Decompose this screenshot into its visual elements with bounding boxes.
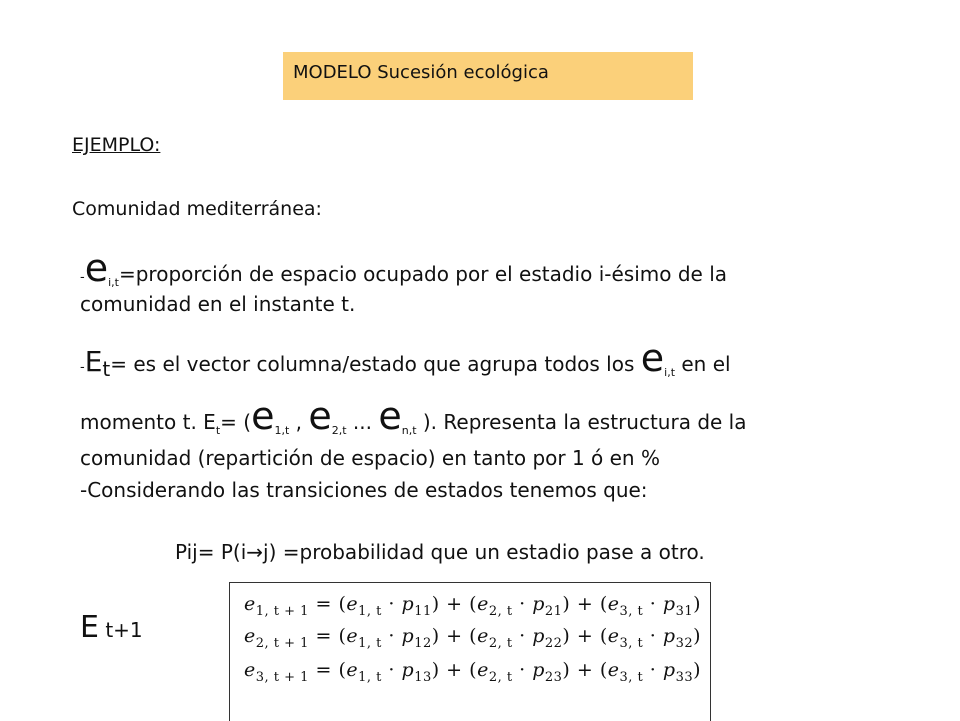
equation-row: $e_{3, t + 1} = (e_{1, t} \cdot p_{13}) + (e_{2, t} \cdot p_{23}) + (e_{3, t} \cdot p_{33})$: [244, 659, 702, 685]
title-box: [283, 52, 693, 100]
slide-title: MODELO Sucesión ecológica: [293, 62, 549, 83]
probability-definition: Pij= P(i→j) =probabilidad que un estadio pase a otro.: [175, 540, 705, 564]
vector-definition-line: momento t. $E_t= (e_{1,t}$ , $e_{2,t}$ ... $e_{n,t}$ ). Representa la estructura de la: [80, 394, 747, 438]
transitions-line: -Considerando las transiciones de estados tenemos que:: [80, 478, 648, 502]
definition-e-line-cont: comunidad en el instante t.: [80, 292, 356, 316]
equation-row: $e_{2, t + 1} = (e_{1, t} \cdot p_{12}) + (e_{2, t} \cdot p_{22}) + (e_{3, t} \cdot p_{32})$: [244, 625, 702, 651]
symbol-e: e: [84, 246, 109, 290]
structure-line: comunidad (repartición de espacio) en tanto por 1 ó en %: [80, 446, 660, 470]
arrow-right-icon: →: [246, 540, 264, 564]
symbol-E: E: [84, 345, 103, 378]
example-heading: EJEMPLO:: [72, 134, 161, 156]
definition-E-line: $-E_t=$ es el vector columna/estado que agrupa todos los $e_{i,t}$ en el: [80, 336, 731, 381]
definition-e-line: $-e_{i,t}=proporción$ de espacio ocupado por el estadio i-ésimo de la: [80, 246, 728, 290]
community-subheading: Comunidad mediterránea:: [72, 198, 322, 220]
equation-row: $e_{1, t + 1} = (e_{1, t} \cdot p_{11}) + (e_{2, t} \cdot p_{21}) + (e_{3, t} \cdot p_{31})$: [244, 593, 702, 619]
e-next-label: E t+1: [80, 610, 143, 645]
equations-box: [229, 582, 711, 721]
